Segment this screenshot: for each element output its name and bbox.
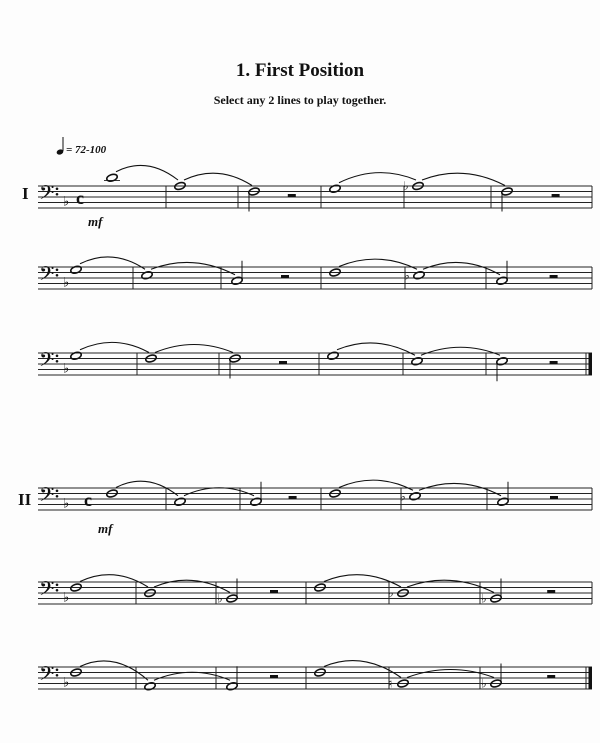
whole-note (411, 357, 423, 366)
dynamic-mark-part-i: mf (88, 214, 103, 229)
key-signature-flat-icon: ♭ (63, 496, 70, 512)
clef-dot (56, 354, 59, 357)
half-note (231, 276, 243, 285)
flat-accidental-icon: ♭ (403, 179, 409, 193)
dynamic-mark-part-ii: mf (98, 521, 113, 536)
whole-note (413, 271, 425, 280)
whole-note (409, 492, 421, 501)
common-time-icon: c (84, 490, 92, 510)
clef-dot (56, 495, 59, 498)
page-title: 1. First Position (235, 60, 365, 81)
whole-note (141, 271, 153, 280)
slur (184, 488, 254, 496)
flat-accidental-icon: ♭ (217, 591, 223, 606)
half-note (250, 497, 262, 506)
clef-dot (56, 187, 59, 190)
whole-note (106, 173, 118, 182)
half-rest (270, 590, 278, 593)
bass-clef-icon: 𝄢 (39, 483, 55, 512)
whole-note (144, 682, 156, 691)
bass-clef-icon: 𝄢 (39, 181, 55, 210)
part-label-ii: II (18, 490, 32, 509)
whole-note (327, 351, 339, 360)
slur (80, 575, 148, 587)
flat-accidental-icon: ♭ (400, 489, 406, 504)
flat-accidental-icon: ♭ (388, 586, 394, 600)
half-rest (288, 194, 296, 197)
half-rest (289, 496, 297, 499)
half-note (496, 357, 508, 366)
key-signature-flat-icon: ♭ (63, 275, 70, 291)
slur (421, 347, 500, 355)
final-barline-thick (589, 667, 593, 689)
half-rest (550, 496, 558, 499)
bass-clef-icon: 𝄢 (39, 348, 55, 377)
tempo-marking: = 72-100 (66, 144, 107, 156)
key-signature-flat-icon: ♭ (63, 361, 70, 377)
half-rest (550, 275, 558, 278)
half-rest (547, 675, 555, 678)
flat-accidental-icon: ♭ (481, 591, 487, 606)
bass-clef-icon: 𝄢 (39, 662, 55, 691)
clef-dot (56, 268, 59, 271)
whole-note (70, 265, 82, 274)
slur (80, 661, 148, 680)
clef-dot (56, 583, 59, 586)
half-rest (270, 675, 278, 678)
clef-dot (56, 674, 59, 677)
half-rest (552, 194, 560, 197)
key-signature-flat-icon: ♭ (63, 590, 70, 606)
clef-dot (56, 668, 59, 671)
instruction-text: Select any 2 lines to play together. (213, 93, 387, 107)
half-rest (547, 590, 555, 593)
slur (155, 345, 233, 353)
clef-dot (56, 274, 59, 277)
whole-note (329, 184, 341, 193)
slur (154, 672, 230, 680)
flat-accidental-icon: ♭ (481, 676, 487, 691)
natural-accidental-icon: ♮ (388, 676, 393, 691)
whole-note (174, 497, 186, 506)
clef-dot (56, 193, 59, 196)
part-label-i: I (22, 184, 29, 203)
bass-clef-icon: 𝄢 (39, 577, 55, 606)
half-rest (550, 361, 558, 364)
slur (422, 173, 505, 185)
whole-note (70, 351, 82, 360)
slur (116, 165, 178, 180)
half-note (497, 497, 509, 506)
half-rest (279, 361, 287, 364)
key-signature-flat-icon: ♭ (63, 194, 70, 210)
common-time-icon: c (76, 188, 84, 208)
clef-dot (56, 360, 59, 363)
bass-clef-icon: 𝄢 (39, 262, 55, 291)
final-barline-thick (589, 353, 593, 375)
key-signature-flat-icon: ♭ (63, 675, 70, 691)
clef-dot (56, 589, 59, 592)
half-note (226, 682, 238, 691)
slur (80, 342, 149, 352)
flat-accidental-icon: ♭ (404, 268, 410, 283)
clef-dot (56, 489, 59, 492)
half-rest (281, 275, 289, 278)
half-note (496, 276, 508, 285)
slur (184, 173, 252, 185)
